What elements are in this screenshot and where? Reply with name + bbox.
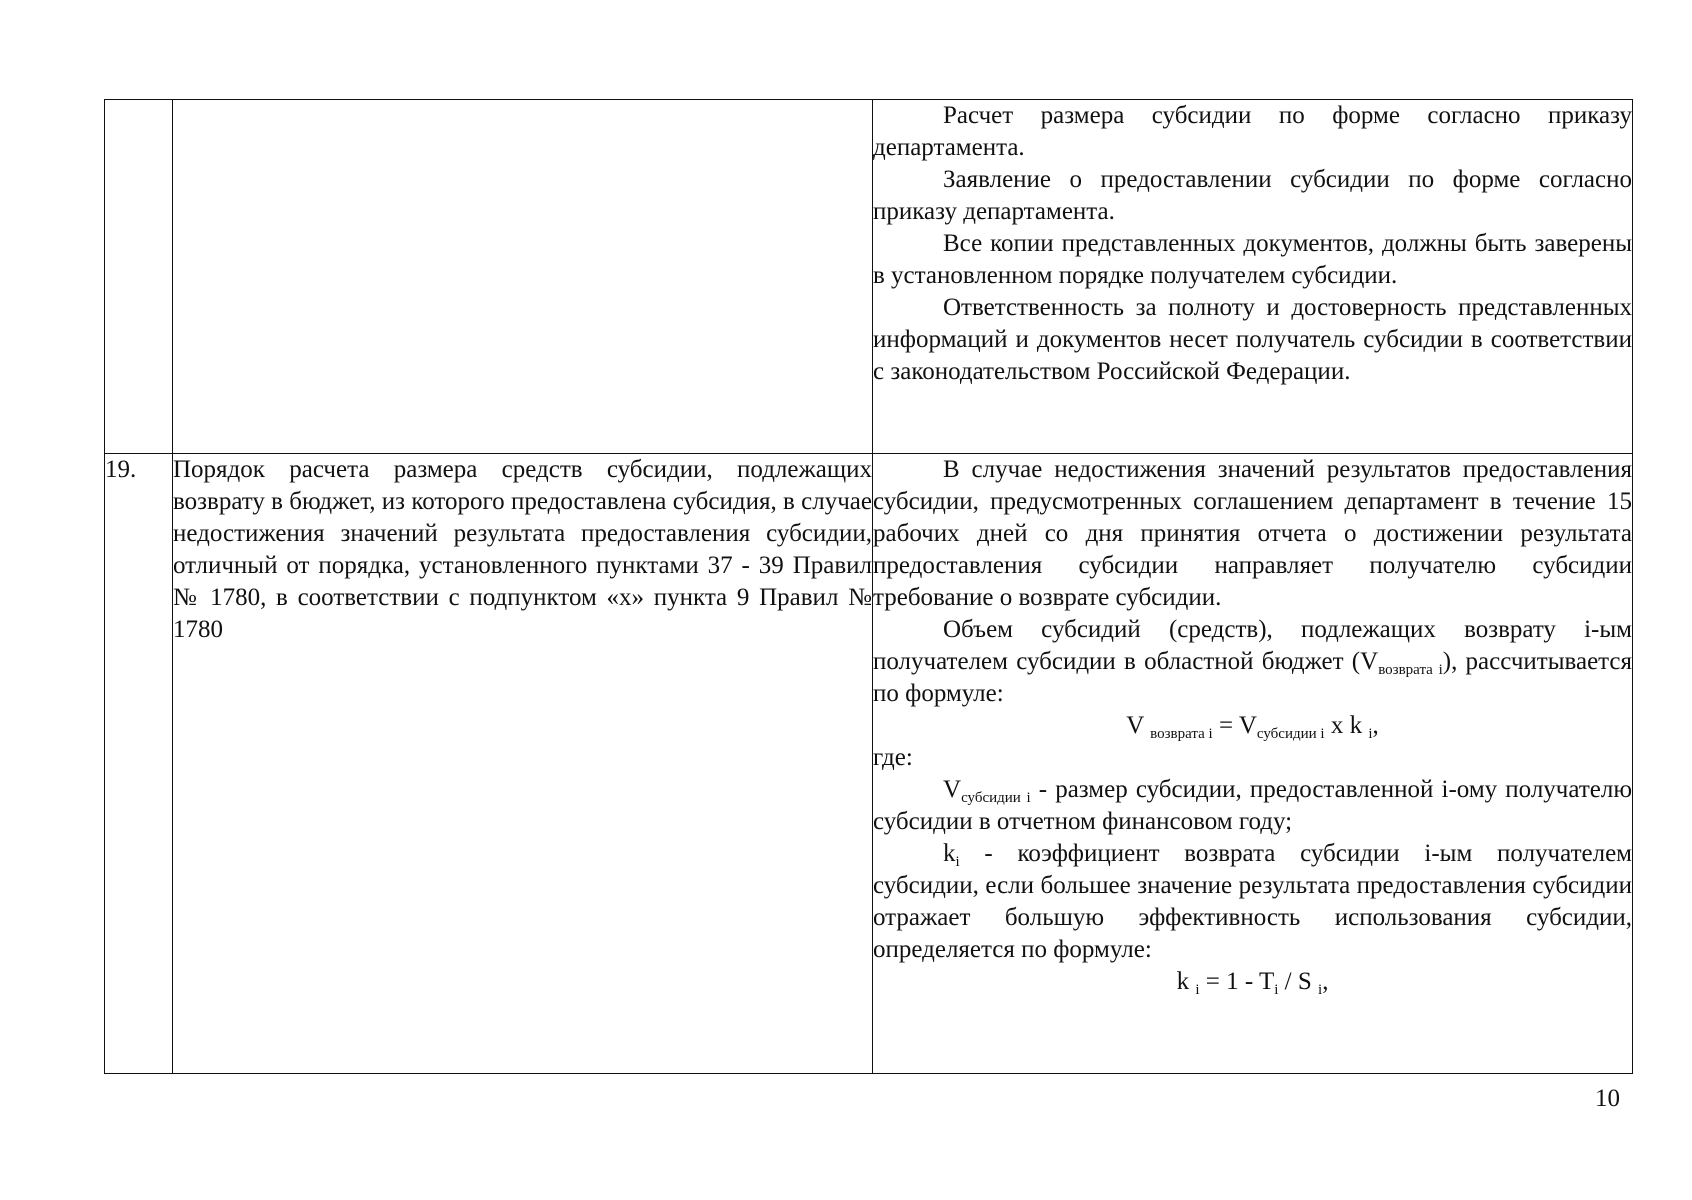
row-content-cell bbox=[873, 454, 1633, 1074]
table-row bbox=[105, 454, 1633, 1074]
formula-coefficient: k $_i = 1 - T_i / S$ $_i$, bbox=[1176, 968, 1329, 998]
row-number-cell: 19. bbox=[105, 454, 173, 1074]
requirements-table bbox=[104, 99, 1633, 1074]
definition-coefficient: $k_i$ - коэффициент возврата субсидии i-ым получателем субсидии, если большее значение результата предоставления субсидии отражает большую эффективность использования субсидии, определяется по формуле: bbox=[873, 840, 1632, 963]
row-label-cell bbox=[173, 100, 873, 454]
page-number: 10 bbox=[1595, 1085, 1620, 1112]
definition-subsidy-volume: $V_{субсидии i}$ - размер субсидии, предоставленной i-ому получателю субсидии в отчетном финансовом году; bbox=[873, 776, 1632, 835]
paragraph-refund-volume: Объем субсидий (средств), подлежащих возврату i-ым получателем субсидии в областной бюджет $(V_{возврата i})$, рассчитывается по формуле: bbox=[873, 616, 1633, 707]
paragraph-application: Заявление о предоставлении субсидии по форме согласно приказу департамента. bbox=[873, 166, 1632, 225]
paragraph-copies: Все копии представленных документов, должны быть заверены в установленном порядке получателем субсидии. bbox=[873, 230, 1632, 289]
row-label-cell bbox=[173, 454, 873, 1074]
formula-refund: V $_{возврата i} = V_{субсидии i}$ x k $_i$, bbox=[1126, 712, 1379, 742]
table-row bbox=[105, 100, 1633, 454]
paragraph-subsidy-calculation: Расчет размера субсидии по форме согласно приказу департамента. bbox=[873, 102, 1632, 161]
paragraph-where: где: bbox=[873, 744, 913, 771]
paragraph-non-achievement: В случае недостижения значений результатов предоставления субсидии, предусмотренных соглашением департамент в течение 15 рабочих дней со дня принятия отчета о достижении результата предоставления субсидии направляет получателю субсидии требование о возврате субсидии. bbox=[873, 456, 1632, 611]
row-number-cell bbox=[105, 100, 173, 454]
paragraph-responsibility: Ответственность за полноту и достоверность представленных информаций и документов несет получатель субсидии в соответствии с законодательством Российской Федерации. bbox=[873, 294, 1632, 385]
row-content-cell bbox=[873, 100, 1633, 454]
row-label-text: Порядок расчета размера средств субсидии, подлежащих возврату в бюджет, из которого предоставлена субсидия, в случае недостижения значений результата предоставления субсидии, отличный от порядка, установленного пунктами 37 - 39 Правил № 1780, в соответствии с подпунктом «х» пункта 9 Правил № 1780 bbox=[173, 456, 872, 643]
